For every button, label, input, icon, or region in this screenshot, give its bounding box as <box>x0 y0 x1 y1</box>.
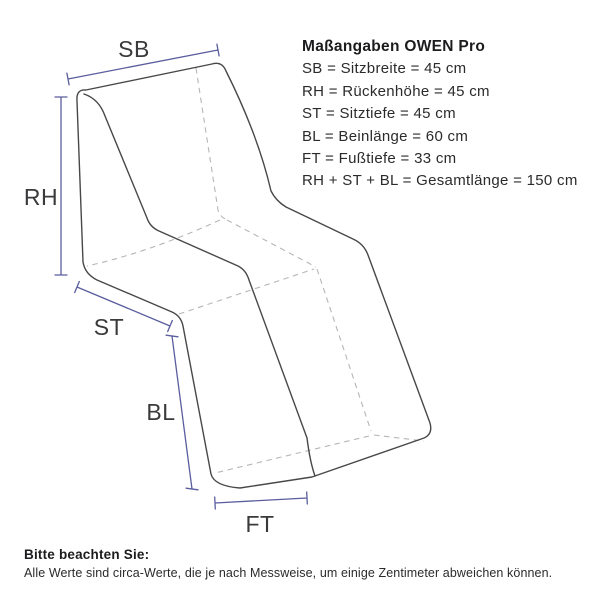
measurement-line: SB = Sitzbreite = 45 cm <box>302 60 467 78</box>
st-dimension-label: ST <box>93 314 125 340</box>
sb-dimension-label: SB <box>118 36 150 62</box>
measurements-panel <box>302 36 590 193</box>
measurement-line: ST = Sitztiefe = 45 cm <box>302 105 456 123</box>
note-title: Bitte beachten Sie: <box>24 547 150 562</box>
ft-dimension <box>215 492 308 537</box>
bl-dimension <box>146 335 198 490</box>
measurement-line: FT = Fußtiefe = 33 cm <box>302 150 457 168</box>
ft-dimension-line <box>215 492 308 509</box>
ft-dimension-label: FT <box>245 511 275 537</box>
measurement-line: RH + ST + BL = Gesamtlänge = 150 cm <box>302 172 578 190</box>
measurement-line: RH = Rückenhöhe = 45 cm <box>302 82 490 100</box>
measurement-line: BL = Beinlänge = 60 cm <box>302 127 469 145</box>
note-text: Alle Werte sind circa-Werte, die je nach Messweise, um einige Zentimeter abweichen können. <box>24 566 553 580</box>
bl-dimension-label: BL <box>146 399 176 425</box>
rh-dimension <box>24 97 67 275</box>
measurements-title: Maßangaben OWEN Pro <box>302 38 486 55</box>
rh-dimension-label: RH <box>23 184 59 210</box>
st-dimension <box>75 282 173 341</box>
note <box>24 545 590 583</box>
lounger-inner-edge <box>84 94 315 476</box>
